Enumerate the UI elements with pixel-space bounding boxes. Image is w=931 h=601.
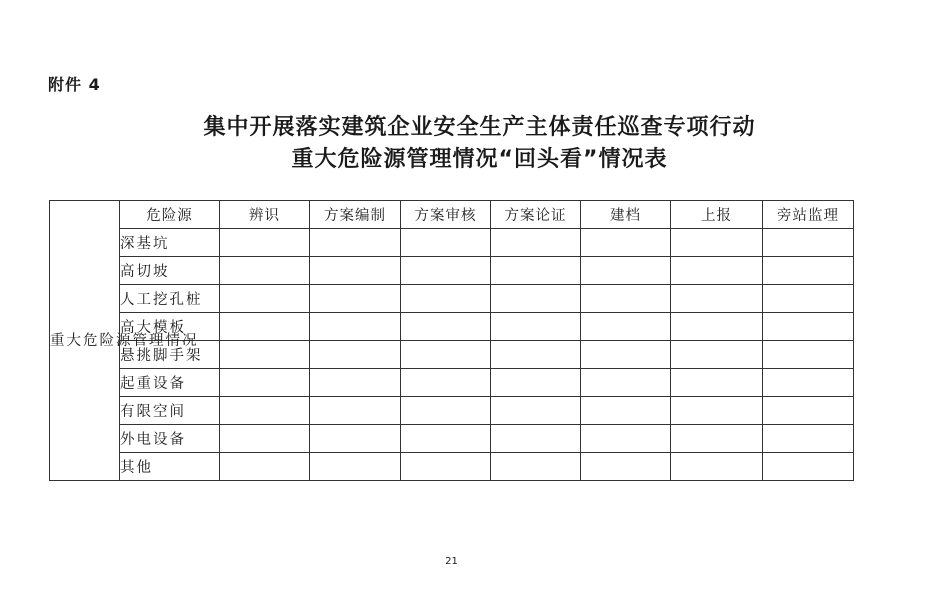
empty-cell	[310, 453, 401, 481]
table-row	[50, 453, 854, 481]
column-header: 方案论证	[491, 201, 581, 229]
empty-cell	[763, 369, 854, 397]
table-row	[50, 341, 854, 369]
column-header: 方案编制	[310, 201, 401, 229]
table-row	[50, 313, 854, 341]
empty-cell	[401, 313, 491, 341]
hazard-name-cell: 高切坡	[120, 257, 220, 285]
empty-cell	[220, 397, 310, 425]
empty-cell	[763, 425, 854, 453]
empty-cell	[220, 313, 310, 341]
empty-cell	[581, 341, 671, 369]
empty-cell	[310, 229, 401, 257]
hazard-management-table	[49, 200, 854, 481]
column-header: 建档	[581, 201, 671, 229]
empty-cell	[491, 341, 581, 369]
empty-cell	[401, 453, 491, 481]
hazard-name-cell: 其他	[120, 453, 220, 481]
table-row	[50, 369, 854, 397]
column-header: 旁站监理	[763, 201, 854, 229]
empty-cell	[763, 229, 854, 257]
empty-cell	[491, 369, 581, 397]
empty-cell	[401, 341, 491, 369]
table-body	[50, 201, 854, 481]
empty-cell	[581, 369, 671, 397]
empty-cell	[581, 313, 671, 341]
table-row	[50, 257, 854, 285]
empty-cell	[581, 285, 671, 313]
column-header: 危险源	[120, 201, 220, 229]
empty-cell	[491, 257, 581, 285]
column-header: 上报	[671, 201, 763, 229]
empty-cell	[220, 425, 310, 453]
document-title-line-1: 集中开展落实建筑企业安全生产主体责任巡查专项行动	[203, 115, 756, 140]
empty-cell	[491, 313, 581, 341]
empty-cell	[401, 369, 491, 397]
empty-cell	[581, 257, 671, 285]
column-header: 方案审核	[401, 201, 491, 229]
empty-cell	[310, 285, 401, 313]
empty-cell	[763, 285, 854, 313]
empty-cell	[671, 453, 763, 481]
hazard-name-cell: 人工挖孔桩	[120, 285, 220, 313]
empty-cell	[671, 285, 763, 313]
table-row	[50, 229, 854, 257]
empty-cell	[671, 313, 763, 341]
empty-cell	[763, 257, 854, 285]
empty-cell	[491, 229, 581, 257]
empty-cell	[581, 425, 671, 453]
table-row	[50, 425, 854, 453]
hazard-name-cell: 高大模板	[120, 313, 220, 341]
empty-cell	[671, 397, 763, 425]
empty-cell	[671, 425, 763, 453]
empty-cell	[220, 229, 310, 257]
empty-cell	[310, 369, 401, 397]
empty-cell	[763, 341, 854, 369]
empty-cell	[401, 285, 491, 313]
empty-cell	[401, 425, 491, 453]
empty-cell	[220, 257, 310, 285]
empty-cell	[220, 369, 310, 397]
column-header: 辨识	[220, 201, 310, 229]
hazard-name-cell: 外电设备	[120, 425, 220, 453]
empty-cell	[310, 425, 401, 453]
empty-cell	[763, 453, 854, 481]
hazard-name-cell: 起重设备	[120, 369, 220, 397]
empty-cell	[310, 397, 401, 425]
empty-cell	[310, 341, 401, 369]
empty-cell	[220, 341, 310, 369]
hazard-name-cell: 悬挑脚手架	[120, 341, 220, 369]
page-number: 21	[445, 556, 458, 567]
hazard-name-cell: 深基坑	[120, 229, 220, 257]
empty-cell	[491, 425, 581, 453]
empty-cell	[763, 397, 854, 425]
empty-cell	[310, 257, 401, 285]
empty-cell	[763, 313, 854, 341]
table-row	[50, 397, 854, 425]
empty-cell	[401, 229, 491, 257]
empty-cell	[581, 453, 671, 481]
empty-cell	[401, 397, 491, 425]
empty-cell	[671, 369, 763, 397]
empty-cell	[581, 229, 671, 257]
header-row	[50, 201, 854, 229]
attachment-label: 附件 4	[48, 75, 101, 94]
empty-cell	[491, 397, 581, 425]
empty-cell	[310, 313, 401, 341]
empty-cell	[581, 397, 671, 425]
empty-cell	[401, 257, 491, 285]
table-row	[50, 285, 854, 313]
hazard-name-cell: 有限空间	[120, 397, 220, 425]
empty-cell	[491, 453, 581, 481]
empty-cell	[220, 285, 310, 313]
empty-cell	[671, 257, 763, 285]
group-label-cell: 重大危险源管理情况	[50, 201, 120, 481]
document-title-line-2: 重大危险源管理情况“回头看”情况表	[291, 147, 668, 172]
empty-cell	[220, 453, 310, 481]
empty-cell	[491, 285, 581, 313]
empty-cell	[671, 341, 763, 369]
empty-cell	[671, 229, 763, 257]
